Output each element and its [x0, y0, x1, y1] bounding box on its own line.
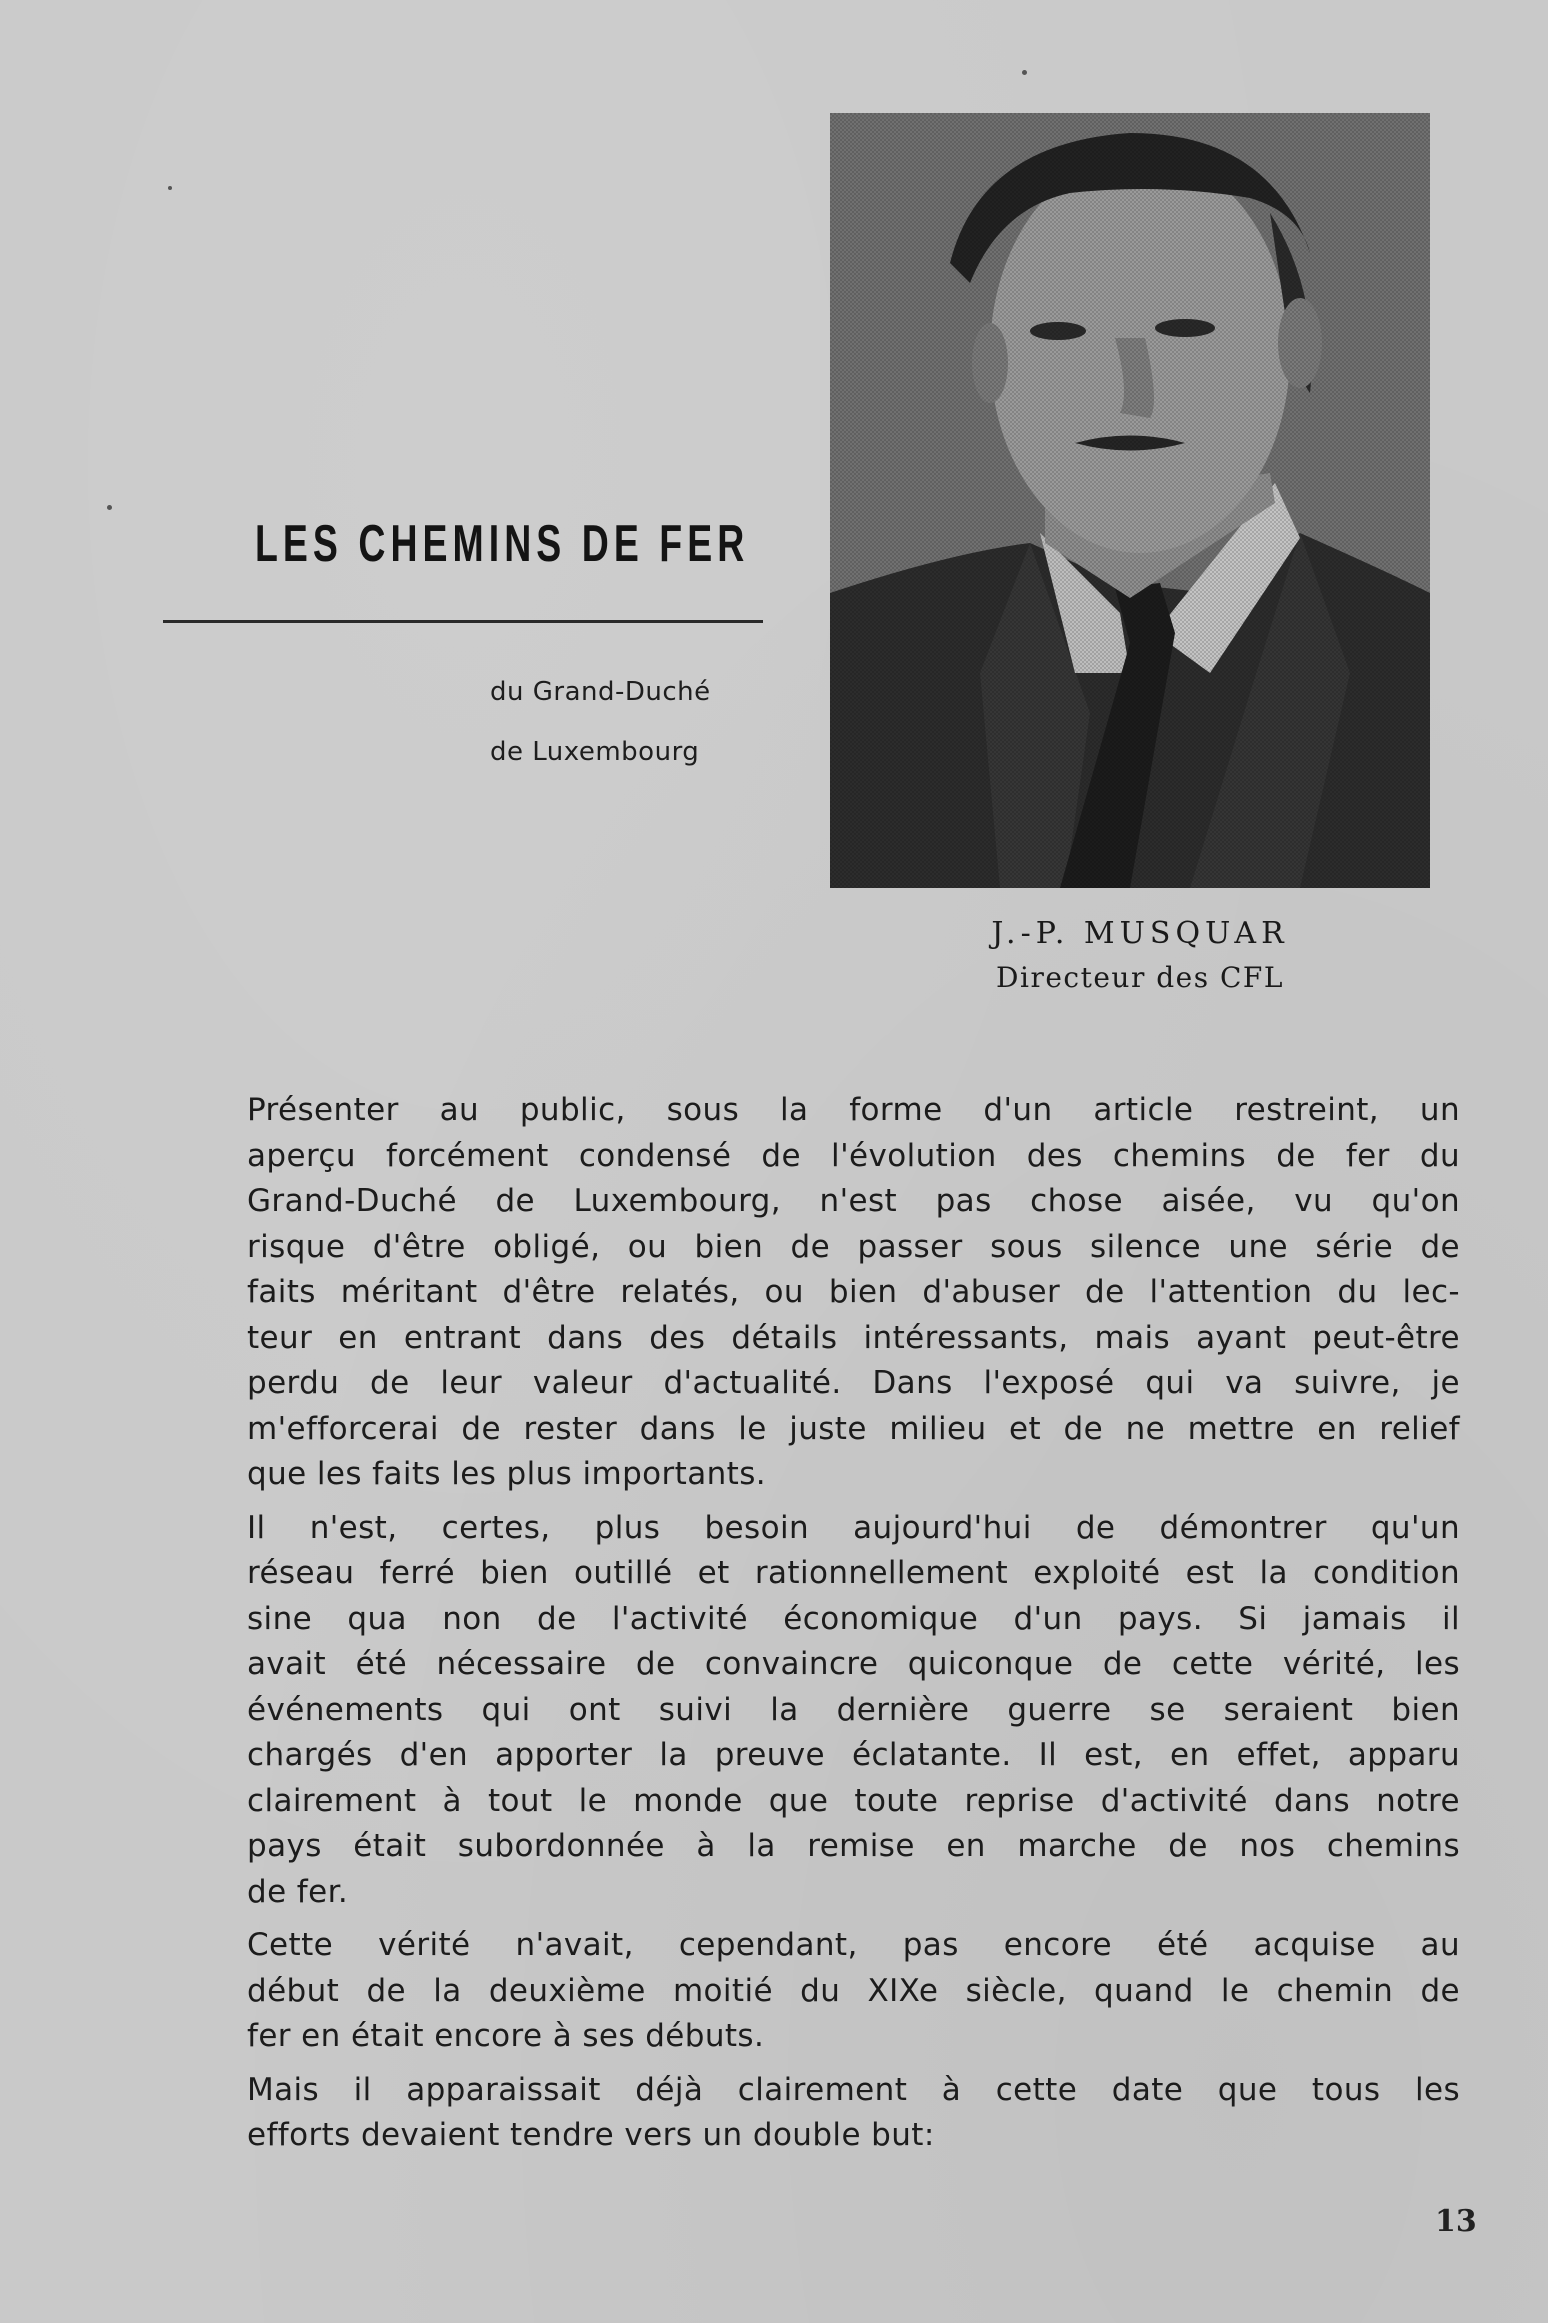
text-line: clairement à tout le monde que toute reprise d'activité dans notre — [247, 1782, 1460, 1819]
text-line: sine qua non de l'activité économique d'un pays. Si jamais il — [247, 1600, 1460, 1637]
text-line: Cette vérité n'avait, cependant, pas encore été acquise au — [247, 1927, 1460, 1963]
paragraph-3 — [170, 1923, 1460, 2060]
portrait-photo — [830, 113, 1430, 888]
title-rule — [163, 620, 763, 623]
text-line: de fer. — [247, 1873, 349, 1910]
text-line: faits méritant d'être relatés, ou bien d'abuser de l'attention du lec- — [247, 1274, 1460, 1310]
portrait-photo-icon — [830, 113, 1430, 888]
article-title: LES CHEMINS DE FER — [255, 515, 750, 573]
paragraph-1 — [170, 1088, 1460, 1498]
article-body — [170, 1088, 1460, 2167]
text-line: efforts devaient tendre vers un double but: — [247, 2117, 935, 2153]
subtitle-line-2: de Luxembourg — [490, 737, 700, 767]
text-line: avait été nécessaire de convaincre quiconque de cette vérité, les — [247, 1646, 1460, 1682]
article-subtitle — [490, 662, 770, 782]
paper-speck — [1022, 70, 1027, 75]
text-line: début de la deuxième moitié du XIXe siècle, quand le chemin de — [247, 1972, 1460, 2009]
text-line: Mais il apparaissait déjà clairement à cette date que tous les — [247, 2071, 1460, 2108]
text-line: que les faits les plus importants. — [247, 1456, 767, 1492]
text-line: m'efforcerai de rester dans le juste milieu et de ne mettre en relief — [247, 1410, 1460, 1447]
text-line: événements qui ont suivi la dernière guerre se seraient bien — [247, 1691, 1460, 1728]
text-line: risque d'être obligé, ou bien de passer sous silence une série de — [247, 1228, 1460, 1265]
text-line: perdu de leur valeur d'actualité. Dans l'exposé qui va suivre, je — [247, 1365, 1460, 1401]
text-line: teur en entrant dans des détails intéressants, mais ayant peut-être — [247, 1319, 1460, 1356]
text-line: Présenter au public, sous la forme d'un article restreint, un — [247, 1092, 1460, 1128]
text-line: aperçu forcément condensé de l'évolution des chemins de fer du — [247, 1137, 1460, 1174]
text-line: pays était subordonnée à la remise en marche de nos chemins — [247, 1828, 1460, 1864]
caption-role: Directeur des CFL — [996, 961, 1284, 994]
page-number: 13 — [1435, 2204, 1477, 2239]
paper-speck — [107, 505, 112, 510]
portrait-caption — [960, 912, 1320, 1000]
paragraph-4 — [170, 2068, 1460, 2159]
text-line: réseau ferré bien outillé et rationnellement exploité est la condition — [247, 1555, 1460, 1591]
paper-speck — [168, 186, 172, 190]
caption-name: J.-P. MUSQUAR — [991, 916, 1289, 951]
text-line: Grand-Duché de Luxembourg, n'est pas chose aisée, vu qu'on — [247, 1183, 1460, 1219]
text-line: Il n'est, certes, plus besoin aujourd'hui de démontrer qu'un — [247, 1509, 1460, 1546]
subtitle-line-1: du Grand-Duché — [490, 677, 711, 707]
text-line: chargés d'en apporter la preuve éclatante. Il est, en effet, apparu — [247, 1737, 1460, 1773]
text-line: fer en était encore à ses débuts. — [247, 2018, 765, 2054]
paragraph-2 — [170, 1506, 1460, 1916]
